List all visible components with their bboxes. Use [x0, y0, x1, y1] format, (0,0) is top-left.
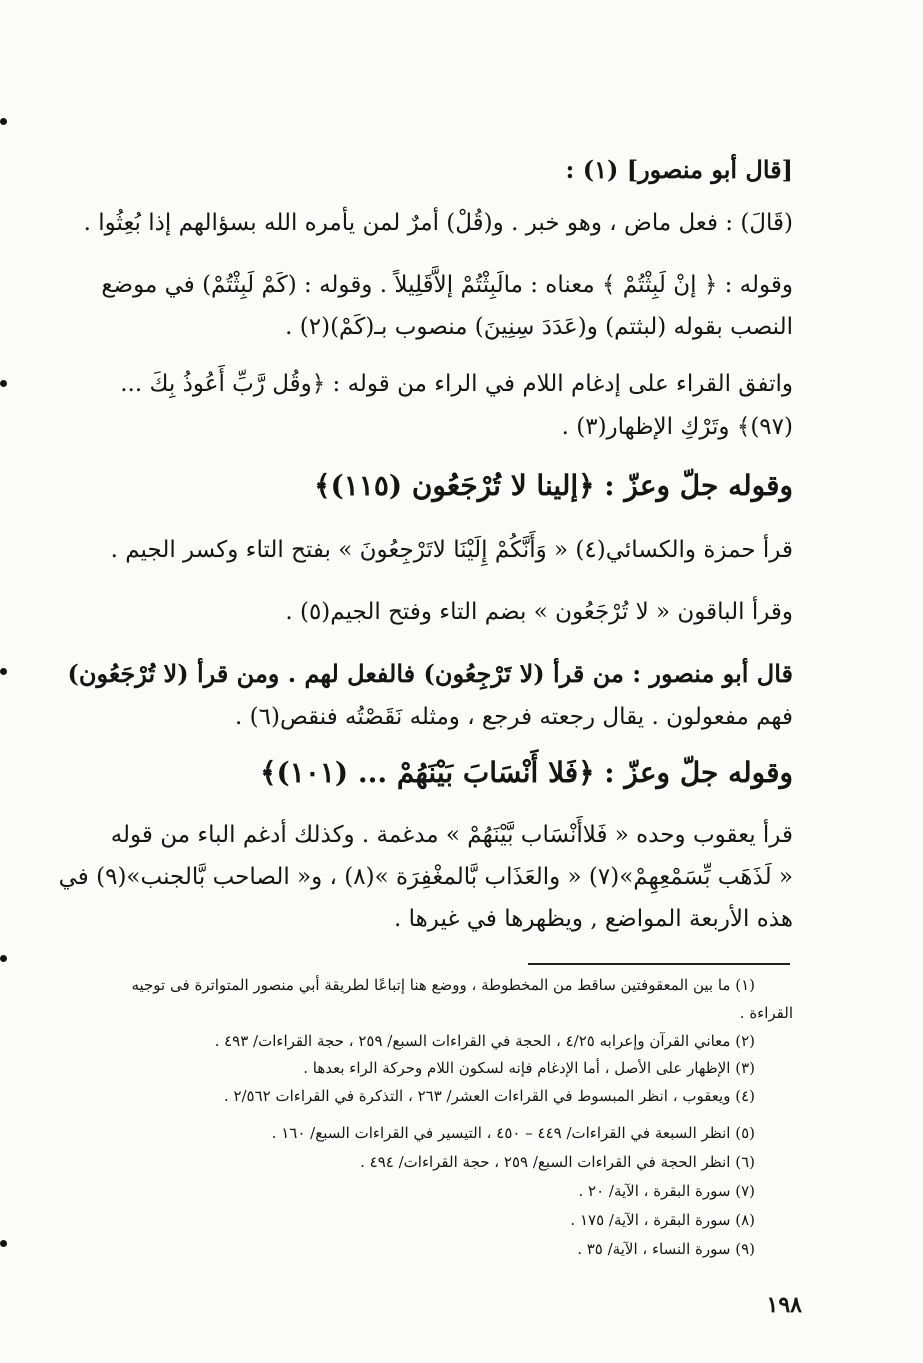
footnote: (٤) ويعقوب ، انظر المبسوط في القراءات العشر/ ٢٦٣ ، التذكرة في القراءات ٢/٥٦٢ . — [223, 1087, 755, 1105]
footnote: (٦) انظر الحجة في القراءات السبع/ ٢٥٩ ، حجة القراءات/ ٤٩٤ . — [360, 1153, 755, 1171]
paragraph-line: (٩٧)﴾ وتَرْكِ الإظهار(٣) . — [561, 414, 793, 440]
paragraph-line: النصب بقوله (لبثتم) و(عَدَدَ سِنِينَ) منصوب بـ(كَمْ)(٢) . — [285, 314, 793, 340]
scan-mark — [0, 955, 7, 962]
paragraph-line: قرأ يعقوب وحده « فَلاأَنْسَاب بَّيْنَهُمْ » مدغمة . وكذلك أدغم الباء من قوله — [110, 822, 793, 848]
footnote: (٢) معاني القرآن وإعرابه ٤/٢٥ ، الحجة في القراءات السبع/ ٢٥٩ ، حجة القراءات/ ٤٩٣ . — [214, 1032, 755, 1050]
footnote-continuation: القراءة . — [739, 1004, 793, 1022]
scan-mark — [0, 380, 7, 387]
paragraph-line: فهم مفعولون . يقال رجعته فرجع ، ومثله نَقَصْتُه فنقص(٦) . — [235, 704, 793, 730]
verse-heading: وقوله جلّ وعزّ : ﴿إلينا لا تُرْجَعُون (١١٥)﴾ — [314, 469, 793, 502]
verse-heading: وقوله جلّ وعزّ : ﴿فَلا أَنْسَابَ بَيْنَهُمْ ... (١٠١)﴾ — [260, 756, 793, 789]
scan-mark — [0, 1240, 7, 1247]
footnote: (١) ما بين المعقوفتين ساقط من المخطوطة ، ووضع هنا إتباعًا لطريقة أبي منصور المتواترة فى توجيه — [131, 976, 755, 994]
footnote: (٧) سورة البقرة ، الآية/ ٢٠ . — [578, 1182, 755, 1200]
footnote: (٣) الإظهار على الأصل ، أما الإدغام فإنه لسكون اللام وحركة الراء بعدها . — [303, 1059, 755, 1077]
paragraph-line: وقوله : ﴿ إنْ لَبِثْتُمْ ﴾ معناه : مالَبِثْتُمْ إلاَّقَلِيلاً . وقوله : (كَمْ لَبِثْتُمْ) في موضع — [101, 272, 793, 298]
paragraph-line: (قَالَ) : فعل ماض ، وهو خبر . و(قُلْ) أمرٌ لمن يأمره الله بسؤالهم إذا بُعِثُوا . — [83, 210, 793, 236]
footnote: (٩) سورة النساء ، الآية/ ٣٥ . — [577, 1240, 755, 1258]
scan-mark — [0, 118, 7, 125]
paragraph-line: وقرأ الباقون « لا تُرْجَعُون » بضم التاء وفتح الجيم(٥) . — [285, 599, 793, 625]
paragraph-line: واتفق القراء على إدغام اللام في الراء من قوله : ﴿وقُل رَّبِّ أَعُوذُ بِكَ ... — [120, 371, 793, 397]
paragraph-line: « لَذَهَب بِّسَمْعِهِمْ»(٧) « والعَذَاب بَّالمغْفِرَة »(٨) ، و« الصاحب بَّالجنب»(٩) في — [58, 864, 793, 890]
section-label: [قال أبو منصور] (١) : — [565, 155, 793, 184]
footnote-divider — [528, 963, 790, 965]
page-number: ١٩٨ — [766, 1292, 802, 1318]
footnote: (٥) انظر السبعة في القراءات/ ٤٤٩ – ٤٥٠ ، التيسير في القراءات السبع/ ١٦٠ . — [271, 1124, 755, 1142]
paragraph-line: قال أبو منصور : من قرأ (لا تَرْجِعُون) فالفعل لهم . ومن قرأ (لا تُرْجَعُون) — [67, 659, 793, 688]
paragraph-line: قرأ حمزة والكسائي(٤) « وَأَنَّكُمْ إِلَيْنَا لاتَرْجِعُونَ » بفتح التاء وكسر الجيم . — [110, 537, 793, 563]
scan-mark — [0, 668, 7, 675]
footnote: (٨) سورة البقرة ، الآية/ ١٧٥ . — [570, 1211, 755, 1229]
paragraph-line: هذه الأربعة المواضع , ويظهرها في غيرها . — [394, 906, 793, 932]
